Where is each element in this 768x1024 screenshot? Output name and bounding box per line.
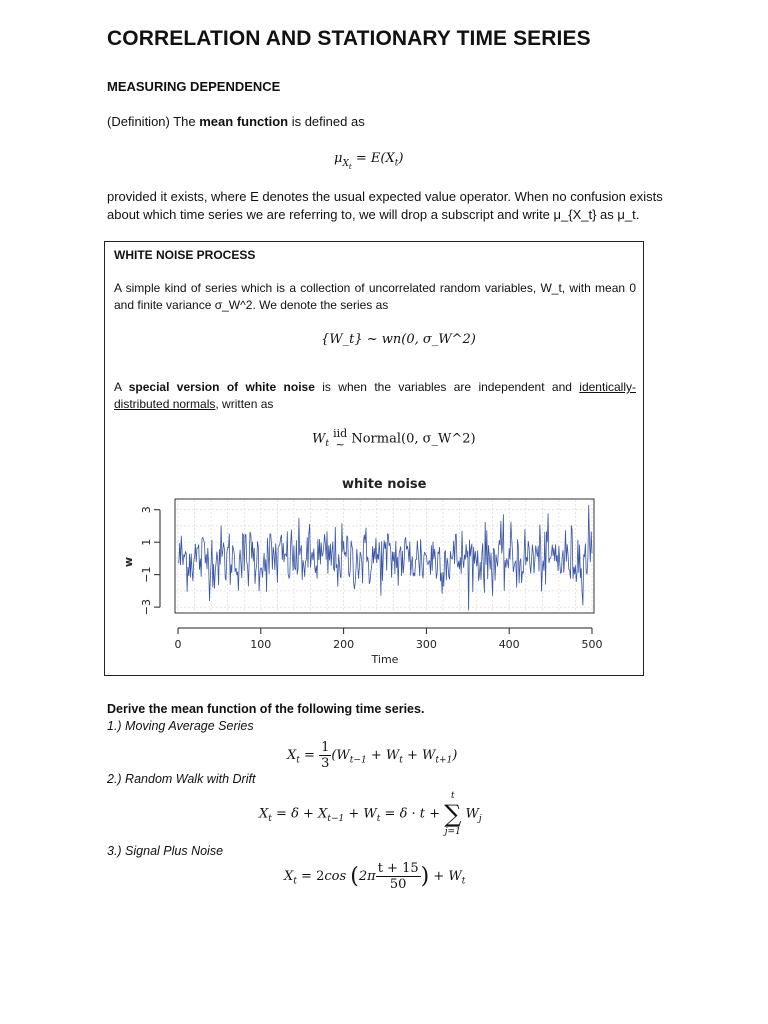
box-paragraph-1: A simple kind of series which is a collection of uncorrelated random variables, W_t, with mean 0 and finite variance σ_W^2. We denote the series as — [114, 281, 636, 312]
page-title: CORRELATION AND STATIONARY TIME SERIES — [107, 27, 591, 50]
box-paragraph-2: A special version of white noise is when the variables are independent and identically-distributed normals, written as — [114, 380, 636, 411]
section-heading: MEASURING DEPENDENCE — [107, 79, 281, 94]
box-title: WHITE NOISE PROCESS — [114, 248, 256, 262]
mean-function-equation: $\mu_{X_t} = E(X_t)$ — [334, 151, 404, 171]
x-tick-label: 200 — [333, 638, 355, 651]
definition-body-line-2: about which time series we are referring to, we will drop a subscript and write μ_{X_t} as μ_t. — [107, 207, 640, 222]
signal-plus-noise-equation: $X_t = 2\cos$ (2π $\frac{t + 15}{50}$ ) + $W_t$ — [284, 861, 466, 892]
exercise-item-3-label: 3.) Signal Plus Noise — [107, 844, 224, 858]
white-noise-box — [104, 241, 644, 676]
y-tick-label: −1 — [140, 566, 153, 583]
x-axis-label: Time — [371, 653, 399, 666]
moving-average-equation: $X_t$ = $\frac{1}{3}$ $(W_{t-1} + W_t + W_{t+1})$ — [287, 740, 458, 771]
x-tick-label: 400 — [498, 638, 520, 651]
x-tick-label: 100 — [250, 638, 272, 651]
exercise-item-1-label: 1.) Moving Average Series — [107, 719, 254, 733]
definition-body-line-1: provided it exists, where E denotes the usual expected value operator. When no confusion exists — [107, 189, 663, 204]
definition-term: mean function — [199, 114, 289, 129]
exercise-item-2-label: 2.) Random Walk with Drift — [107, 772, 256, 786]
x-tick-label: 500 — [581, 638, 603, 651]
random-walk-equation: $X_t = \delta + X_{t-1} + W_t = \delta \cdot t$ + t ∑ j=1 $W_j$ — [259, 791, 482, 837]
exercise-heading: Derive the mean function of the following time series. — [107, 702, 425, 716]
special-white-noise-term: special version of white noise — [128, 380, 315, 394]
y-axis-label: w — [122, 556, 135, 568]
iid-normals-term: identically-distributed normals — [114, 380, 636, 411]
x-tick-label: 0 — [174, 638, 182, 651]
white-noise-equation: {W_t} ~ wn(0, σ_W^2) — [321, 332, 476, 347]
iid-normal-equation: $W_t$ iid ~ Normal(0, σ_W^2) — [312, 427, 476, 451]
y-tick-label: 3 — [140, 506, 153, 514]
chart-title: white noise — [342, 477, 427, 492]
x-tick-label: 300 — [415, 638, 437, 651]
y-tick-label: −3 — [140, 599, 153, 616]
y-tick-label: 1 — [140, 538, 153, 546]
definition-line: (Definition) The mean function is defined as — [107, 114, 365, 129]
